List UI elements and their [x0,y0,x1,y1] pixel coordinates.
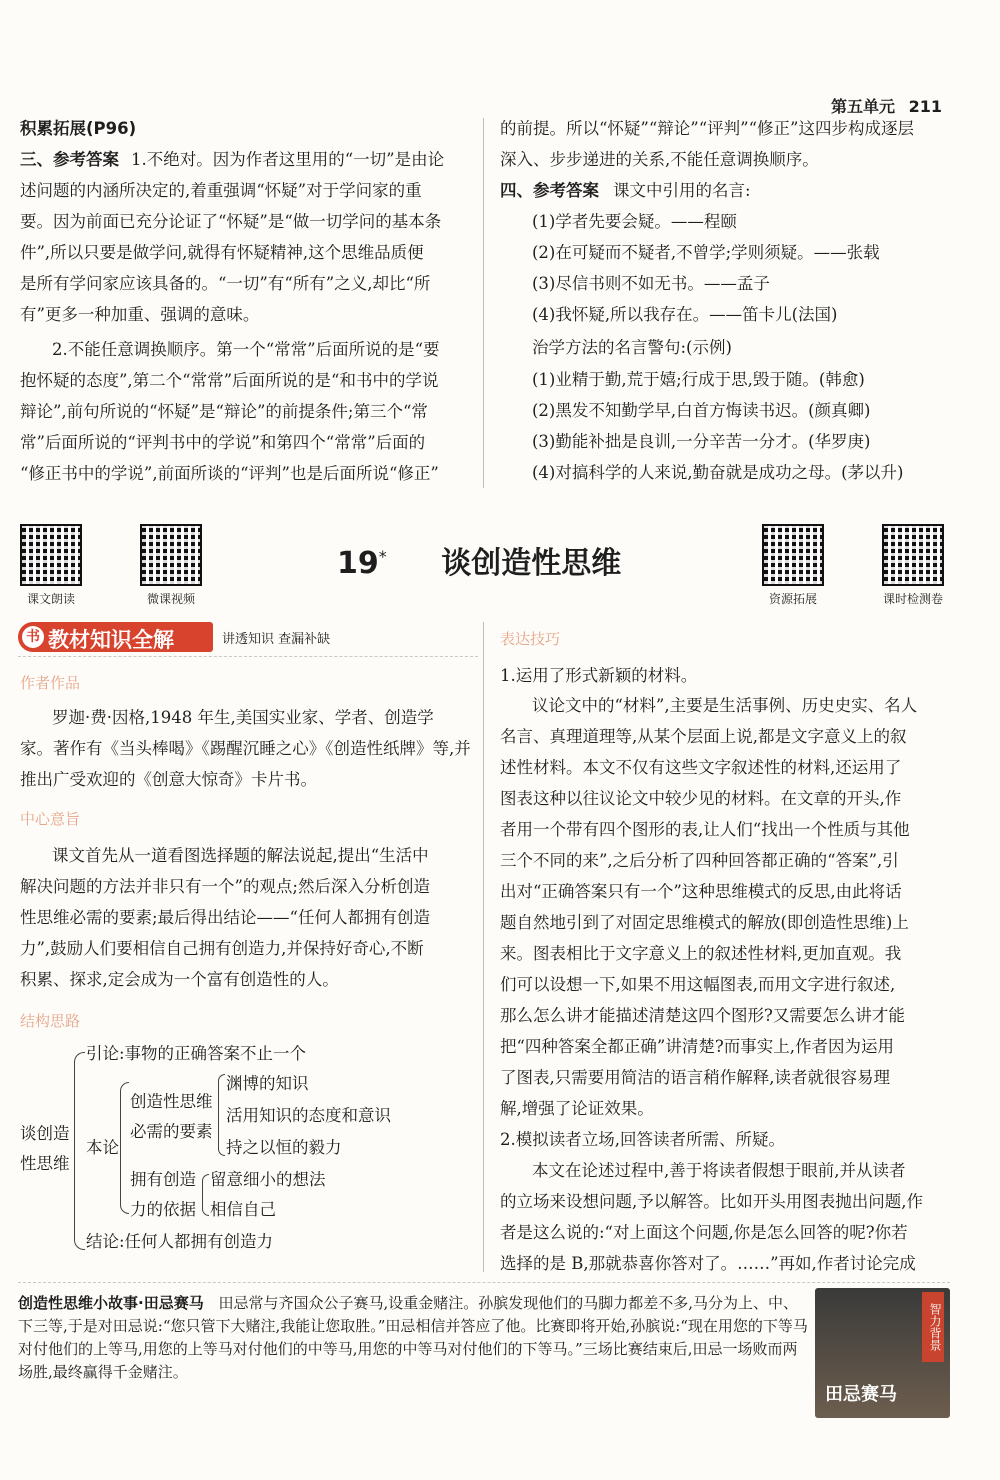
text-line: 要。因为前面已充分论证了“怀疑”是“做一切学问的基本条 [20,212,442,231]
tree-bracket [202,1174,209,1216]
tree-conclusion: 结论:任何人都拥有创造力 [86,1232,274,1251]
tree-leaf: 活用知识的态度和意识 [226,1106,391,1125]
text-line: 题自然地引到了对固定思维模式的解放(即创造性思维)上 [500,913,909,932]
text-line: 把“四种答案全都正确”讲清楚?而事实上,作者因为运用 [500,1037,894,1056]
text-line: 积累、探求,定会成为一个富有创造性的人。 [20,970,339,989]
text-line: 了图表,只需要用简洁的语言稍作解释,读者就很容易理 [500,1068,890,1087]
divider [18,656,478,657]
text-line: 常”后面所说的“评判书中的学说”和第四个“常常”后面的 [20,433,426,452]
text-line: 深入、步步递进的关系,不能任意调换顺序。 [500,150,819,169]
section-heading: 积累拓展(P96) [20,119,137,138]
text-line: 性思维必需的要素;最后得出结论——“任何人都拥有创造 [20,908,430,927]
qr-code[interactable] [20,524,82,586]
text-line: 的立场来设想问题,予以解答。比如开头用图表抛出问题,作 [500,1192,923,1211]
tree-group: 创造性思维 [130,1092,213,1111]
story-caption: 田忌赛马 [825,1384,897,1405]
lesson-title [337,538,621,582]
tree-leaf: 渊博的知识 [226,1074,309,1093]
tree-leaf: 持之以恒的毅力 [226,1138,342,1157]
story-box [18,1292,808,1384]
text-line: 三个不同的来”,之后分析了四种回答都正确的“答案”,引 [500,851,899,870]
answer-line [20,150,444,170]
tree-group: 必需的要素 [130,1122,213,1141]
tree-bracket [218,1074,225,1156]
text-line: 者是这么说的:“对上面这个问题,你是怎么回答的呢?你若 [500,1223,908,1242]
text-line: 有”更多一种加重、强调的意味。 [20,305,260,324]
text-line: “修正书中的学说”,前面所谈的“评判”也是后面所说“修正” [20,464,439,483]
lesson-mark: * [378,547,387,566]
book-icon: 书 [22,626,44,648]
divider [18,1282,950,1283]
tree-group: 拥有创造 [130,1170,196,1189]
text-line: 那么怎么讲才能描述清楚这四个图形?又需要怎么讲才能 [500,1006,905,1025]
answer-text: 1.不绝对。因为作者这里用的“一切”是由论 [131,150,445,169]
unit-label: 第五单元 [831,97,896,116]
tree-leaf: 留意细小的想法 [210,1170,326,1189]
qr-label: 课文朗读 [26,592,75,606]
quote-item: (4)对搞科学的人来说,勤奋就是成功之母。(茅以升) [532,463,904,482]
text-line: 图表这种以往议论文中较少见的材料。在文章的开头,作 [500,789,902,808]
quote-item: (3)勤能补拙是良训,一分辛苦一分才。(华罗庚) [532,432,871,451]
theme-section-label: 中心意旨 [20,810,81,828]
point-heading: 1.运用了形式新颖的材料。 [500,666,698,685]
text-line: 解决问题的方法并非只有一个”的观点;然后深入分析创造 [20,877,430,896]
page-number: 211 [908,97,942,116]
banner-subtitle: 讲透知识 查漏补缺 [222,632,331,647]
text-line: 来。图表相比于文字意义上的叙述性材料,更加直观。我 [500,944,902,963]
text-line: 者用一个带有四个图形的表,让人们“找出一个性质与其他 [500,820,910,839]
text-line: 是所有学问家应该具备的。“一切”有“所有”之义,却比“所 [20,274,431,293]
qr-label: 微课视频 [146,592,195,606]
qr-label: 课时检测卷 [882,592,943,606]
point-heading: 2.模拟读者立场,回答读者所需、所疑。 [500,1130,785,1149]
quote-item: (1)业精于勤,荒于嬉;行成于思,毁于随。(韩愈) [532,370,865,389]
text-line: 述性材料。本文不仅有这些文字叙述性的材料,还运用了 [500,758,902,777]
story-label: 创造性思维小故事·田忌赛马 [18,1294,204,1312]
quote-item: (4)我怀疑,所以我存在。——笛卡儿(法国) [532,305,838,324]
tree-bracket [74,1052,85,1250]
text-line: 述问题的内涵所决定的,着重强调“怀疑”对于学问家的重 [20,181,422,200]
page-header [831,94,942,117]
skill-section-label: 表达技巧 [500,630,561,648]
quote-item: (3)尽信书则不如无书。——孟子 [532,274,770,293]
tree-bracket [120,1082,129,1214]
text-line: 选择的是 B,那就恭喜你答对了。……”再如,作者讨论完成 [500,1254,916,1273]
text-line: 本文在论述过程中,善于将读者假想于眼前,并从读者 [532,1161,906,1180]
quote-item: 治学方法的名言警句:(示例) [532,338,732,357]
text-line: 件”,所以只要是做学问,就得有怀疑精神,这个思维品质便 [20,243,424,262]
quote-item: (2)黑发不知勤学早,白首方悔读书迟。(颜真卿) [532,401,871,420]
quote-item: (1)学者先要会疑。——程颐 [532,212,737,231]
text-line: 议论文中的“材料”,主要是生活事例、历史史实、名人 [532,696,918,715]
quote-item: (2)在可疑而不疑者,不曾学;学则须疑。——张载 [532,243,880,262]
text-line: 2.不能任意调换顺序。第一个“常常”后面所说的是“要 [52,340,440,359]
lesson-number: 19 [337,546,379,581]
story-text: 田忌常与齐国众公子赛马,设重金赌注。孙膑发现他们的马脚力都差不多,马分为上、中、下三等,于是对田忌说:“您只管下大赌注,我能让您取胜。”田忌相信并答应了他。比赛即将开始,孙膑说:“现在用您的下等马对付他们的上等马,用您的上等马对付他们的中等马,用您的中等马对付他们的下等马。”三场比赛结束后,田忌一场败而两场胜,最终赢得千金赌注。 [18,1294,808,1381]
qr-code[interactable] [140,524,202,586]
text-line: 的前提。所以“怀疑”“辩论”“评判”“修正”这四步构成逐层 [500,119,914,138]
text-line: 辩论”,前句所说的“怀疑”是“辩论”的前提条件;第三个“常 [20,402,428,421]
text-line: 课文首先从一道看图选择题的解法说起,提出“生活中 [52,846,429,865]
column-divider [483,118,484,488]
tree-body: 本论 [86,1138,119,1157]
text-line: 们可以设想一下,如果不用这幅图表,而用文字进行叙述, [500,975,896,994]
text-line: 力”,鼓励人们要相信自己拥有创造力,并保持好奇心,不断 [20,939,424,958]
story-tag: 智力背景 [922,1292,944,1362]
text-line: 推出广受欢迎的《创意大惊奇》卡片书。 [20,770,317,789]
text-line: 解,增强了论证效果。 [500,1099,654,1118]
story-illustration [815,1288,950,1418]
tree-leaf: 相信自己 [210,1200,276,1219]
text-line: 罗迦·费·因格,1948 年生,美国实业家、学者、创造学 [52,708,434,727]
answer-line [500,181,751,201]
qr-label: 资源拓展 [768,592,817,606]
text-line: 名言、真理道理等,从某个层面上说,都是文字意义上的叙 [500,727,907,746]
text-line: 家。著作有《当头棒喝》《踢醒沉睡之心》《创造性纸牌》等,并 [20,739,471,758]
column-divider [483,622,484,1272]
text-line: 抱怀疑的态度”,第二个“常常”后面所说的是“和书中的学说 [20,371,439,390]
author-section-label: 作者作品 [20,674,81,692]
answer-label: 四、参考答案 [500,181,599,200]
text-line: 出对“正确答案只有一个”这种思维模式的反思,由此将话 [500,882,902,901]
answer-label: 三、参考答案 [20,150,119,169]
lesson-title-text: 谈创造性思维 [441,546,622,581]
banner-title: 教材知识全解 [48,628,174,652]
tree-group: 力的依据 [130,1200,196,1219]
tree-root: 谈创造 [20,1124,70,1143]
structure-section-label: 结构思路 [20,1012,81,1030]
qr-code[interactable] [762,524,824,586]
answer-intro: 课文中引用的名言: [613,181,751,200]
qr-code[interactable] [882,524,944,586]
tree-root: 性思维 [20,1154,70,1173]
tree-intro: 引论:事物的正确答案不止一个 [86,1044,307,1063]
